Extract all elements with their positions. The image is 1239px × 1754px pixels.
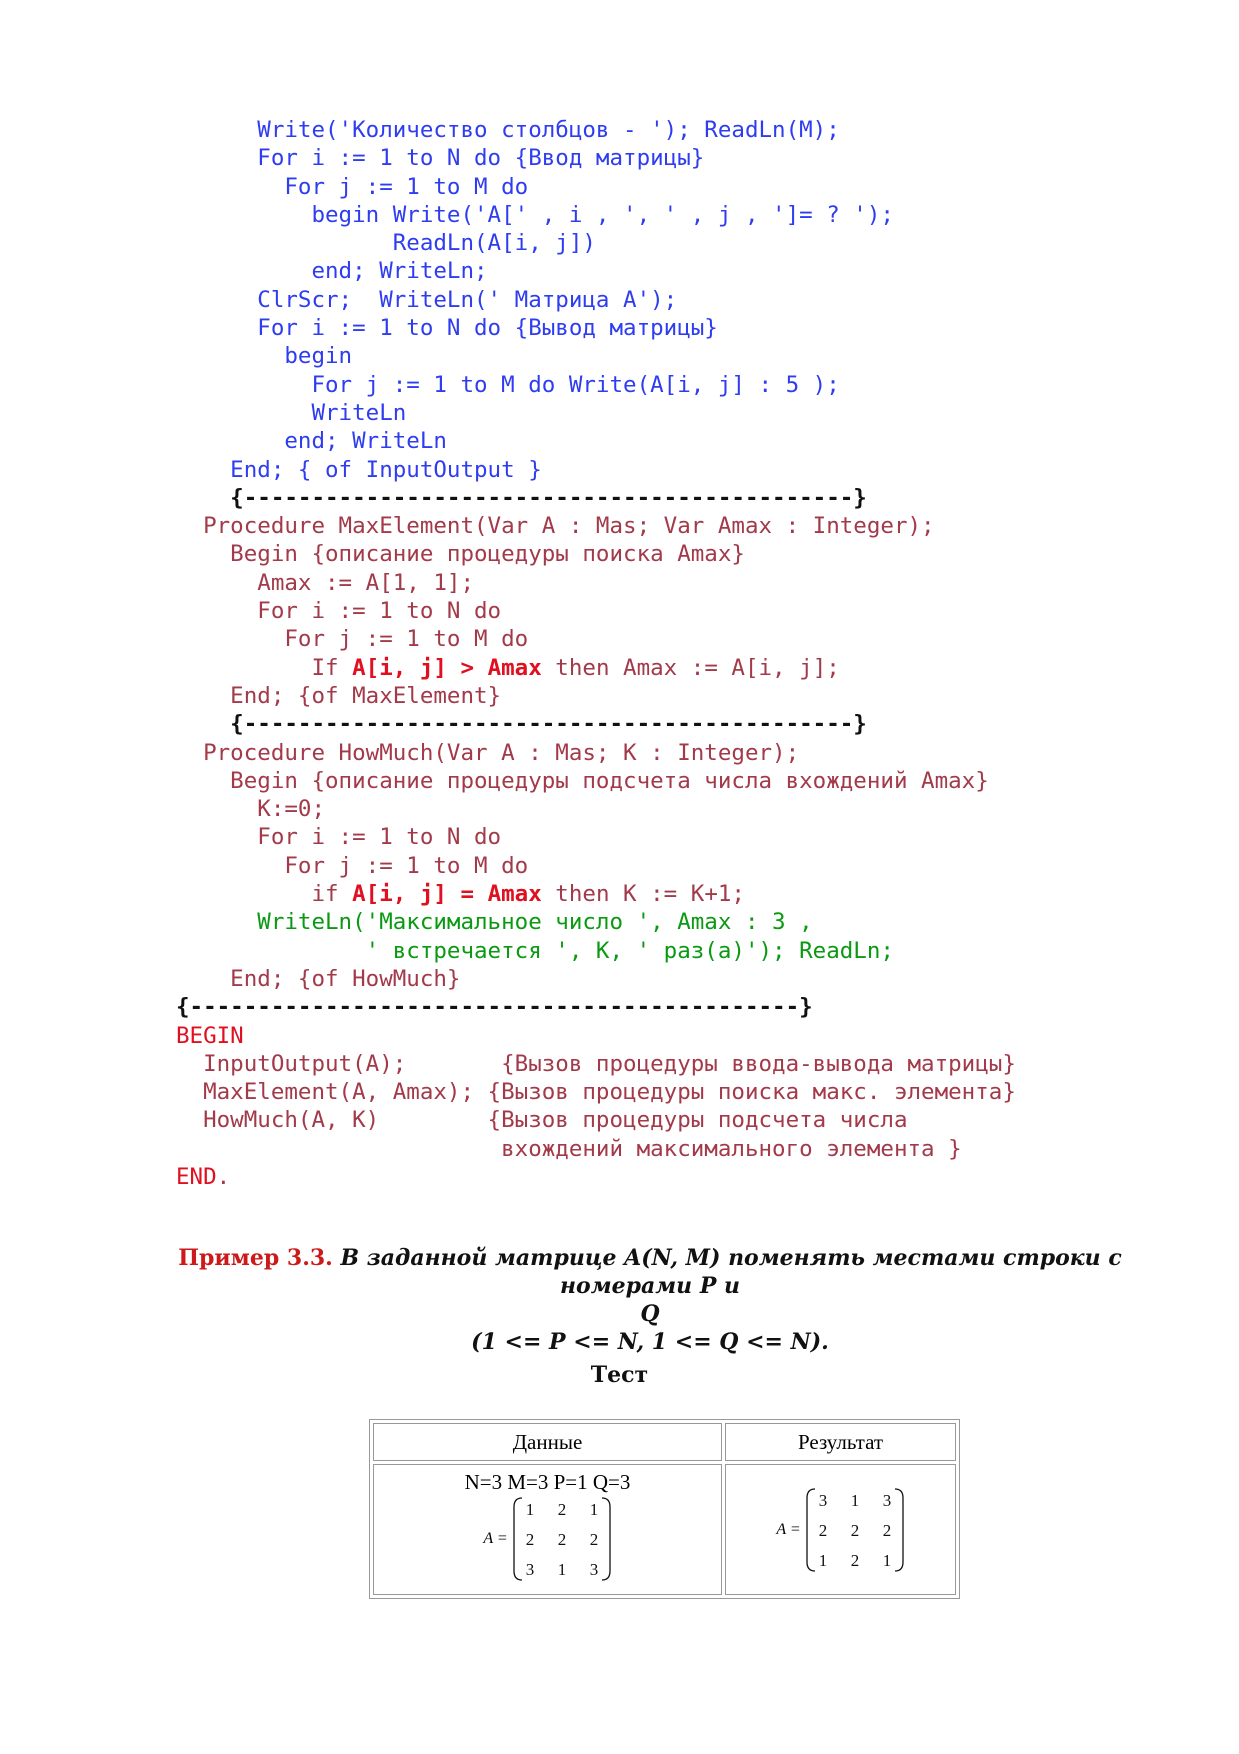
code-line	[176, 484, 1016, 512]
data-cell	[373, 1464, 722, 1595]
code-line	[176, 257, 1016, 285]
result-matrix	[776, 1486, 904, 1574]
matrix-cell: 3	[525, 1560, 534, 1579]
code-line	[176, 852, 1016, 880]
code-token: begin Write('A[' , i , ', ' , j , ']= ? ');	[176, 201, 894, 228]
code-token: ' встречается ', K, ' раз(а)'); ReadLn;	[176, 937, 894, 964]
code-token: For j := 1 to M do	[176, 852, 529, 879]
code-line	[176, 342, 1016, 370]
matrix-cell: 1	[850, 1490, 859, 1510]
code-line	[176, 739, 1016, 767]
code-line	[176, 399, 1016, 427]
code-token: .	[216, 1163, 231, 1190]
code-line	[176, 456, 1016, 484]
matrix-lhs: A =	[483, 1530, 508, 1547]
code-token: Amax := A[1, 1];	[176, 569, 475, 596]
code-token: end; WriteLn;	[176, 258, 488, 285]
code-token: then K := K+1;	[541, 881, 745, 908]
code-token: ClrScr; WriteLn(' Матрица A');	[176, 286, 678, 313]
code-line	[176, 1163, 1016, 1191]
code-line	[176, 710, 1016, 738]
code-token: ReadLn(A[i, j])	[176, 230, 596, 257]
code-line	[176, 823, 1016, 851]
code-token: A[i, j] = Amax	[352, 881, 542, 908]
code-token: WriteLn('Максимальное число ', Amax : 3 ,	[176, 909, 813, 936]
code-line	[176, 1050, 1016, 1078]
code-line	[176, 229, 1016, 257]
matrix-cell: 2	[557, 1530, 566, 1549]
code-token: If	[176, 654, 353, 681]
matrix-cell: 3	[818, 1490, 827, 1510]
code-token: END	[176, 1163, 217, 1190]
matrix-cell: 1	[882, 1550, 891, 1570]
result-matrix-grid	[805, 1486, 905, 1574]
code-token: For i := 1 to N do {Вывод матрицы}	[176, 315, 718, 342]
matrix-cell: 3	[589, 1560, 598, 1579]
matrix-cell: 2	[589, 1530, 598, 1549]
code-line	[176, 569, 1016, 597]
code-line	[176, 371, 1016, 399]
test-table	[369, 1419, 960, 1599]
example-statement	[150, 1244, 1150, 1356]
code-token: For i := 1 to N do	[176, 598, 502, 625]
matrix-cell: 2	[525, 1530, 534, 1549]
code-token: Begin {описание процедуры поиска Amax}	[176, 541, 745, 568]
code-token: MaxElement(A, Amax); {Вызов процедуры поиска макс. элемента}	[176, 1079, 1016, 1106]
code-line	[176, 795, 1016, 823]
code-line	[176, 937, 1016, 965]
matrix-cell: 1	[818, 1550, 827, 1570]
code-token: End; {of MaxElement}	[176, 682, 502, 709]
code-token: InputOutput(A); {Вызов процедуры ввода-вывода матрицы}	[176, 1050, 1016, 1077]
input-matrix	[483, 1495, 611, 1583]
code-line	[176, 512, 1016, 540]
code-token: For j := 1 to M do Write(A[i, j] : 5 );	[176, 371, 840, 398]
code-line	[176, 908, 1016, 936]
matrix-cell: 2	[557, 1500, 566, 1519]
code-line	[176, 144, 1016, 172]
example-text-line3: (1 <= P <= N, 1 <= Q <= N).	[471, 1329, 829, 1355]
code-line	[176, 1135, 1016, 1163]
code-token: {---------------------------------------------}	[176, 484, 867, 511]
code-token: вхождений максимального элемента }	[176, 1135, 962, 1162]
code-token: begin	[176, 343, 353, 370]
code-line	[176, 427, 1016, 455]
example-text-line1: В заданной матрице A(N, M) поменять местами строки с номерами P и	[332, 1245, 1122, 1299]
code-line	[176, 173, 1016, 201]
code-token: BEGIN	[176, 1022, 244, 1049]
column-header-data: Данные	[373, 1423, 722, 1461]
code-line	[176, 682, 1016, 710]
matrix-cell: 3	[882, 1490, 891, 1510]
code-token: WriteLn	[176, 399, 407, 426]
example-label: Пример 3.3.	[178, 1245, 333, 1271]
code-token: A[i, j] > Amax	[352, 654, 542, 681]
code-token: HowMuch(A, K) {Вызов процедуры подсчета числа	[176, 1107, 908, 1134]
code-line	[176, 1106, 1016, 1134]
code-line	[176, 625, 1016, 653]
code-token: end; WriteLn	[176, 428, 447, 455]
matrix-cell: 1	[557, 1560, 566, 1579]
code-token: then Amax := A[i, j];	[541, 654, 840, 681]
code-token: End; { of InputOutput }	[176, 456, 542, 483]
code-token: Procedure HowMuch(Var A : Mas; K : Integer);	[176, 739, 800, 766]
test-params: N=3 M=3 P=1 Q=3	[464, 1470, 631, 1494]
matrix-lhs: A =	[776, 1520, 801, 1538]
code-line	[176, 116, 1016, 144]
code-token: For j := 1 to M do	[176, 626, 529, 653]
left-bracket	[807, 1489, 815, 1571]
code-token: {---------------------------------------------}	[176, 994, 813, 1021]
code-line	[176, 880, 1016, 908]
code-listing	[176, 116, 1016, 1191]
code-line	[176, 1022, 1016, 1050]
code-line	[176, 767, 1016, 795]
matrix-cell: 2	[818, 1520, 827, 1540]
code-token: Begin {описание процедуры подсчета числа вхождений Amax}	[176, 767, 989, 794]
matrix-cell: 2	[850, 1520, 859, 1540]
code-token: For j := 1 to M do	[176, 173, 529, 200]
code-line	[176, 965, 1016, 993]
test-title: Тест	[590, 1362, 649, 1388]
right-bracket	[602, 1498, 610, 1580]
code-token: {---------------------------------------------}	[176, 711, 867, 738]
code-token: K:=0;	[176, 796, 326, 823]
left-bracket	[514, 1498, 522, 1580]
code-line	[176, 1078, 1016, 1106]
code-token: For i := 1 to N do {Ввод матрицы}	[176, 145, 705, 172]
right-bracket	[895, 1489, 903, 1571]
code-token: if	[176, 881, 353, 908]
code-line	[176, 201, 1016, 229]
column-header-result: Результат	[725, 1423, 956, 1461]
code-token: For i := 1 to N do	[176, 824, 502, 851]
code-line	[176, 314, 1016, 342]
matrix-cell: 2	[882, 1520, 891, 1540]
input-matrix-grid	[512, 1495, 612, 1583]
example-text-line2: Q	[640, 1301, 660, 1327]
result-cell	[725, 1464, 956, 1595]
code-line	[176, 597, 1016, 625]
code-line	[176, 286, 1016, 314]
code-token: Write('Количество столбцов - '); ReadLn(M);	[176, 117, 840, 143]
code-token: Procedure MaxElement(Var A : Mas; Var Amax : Integer);	[176, 513, 935, 540]
matrix-cell: 1	[525, 1500, 534, 1519]
code-line	[176, 993, 1016, 1021]
matrix-cell: 2	[850, 1550, 859, 1570]
code-line	[176, 540, 1016, 568]
code-token: End; {of HowMuch}	[176, 965, 461, 992]
code-line	[176, 654, 1016, 682]
matrix-cell: 1	[589, 1500, 598, 1519]
